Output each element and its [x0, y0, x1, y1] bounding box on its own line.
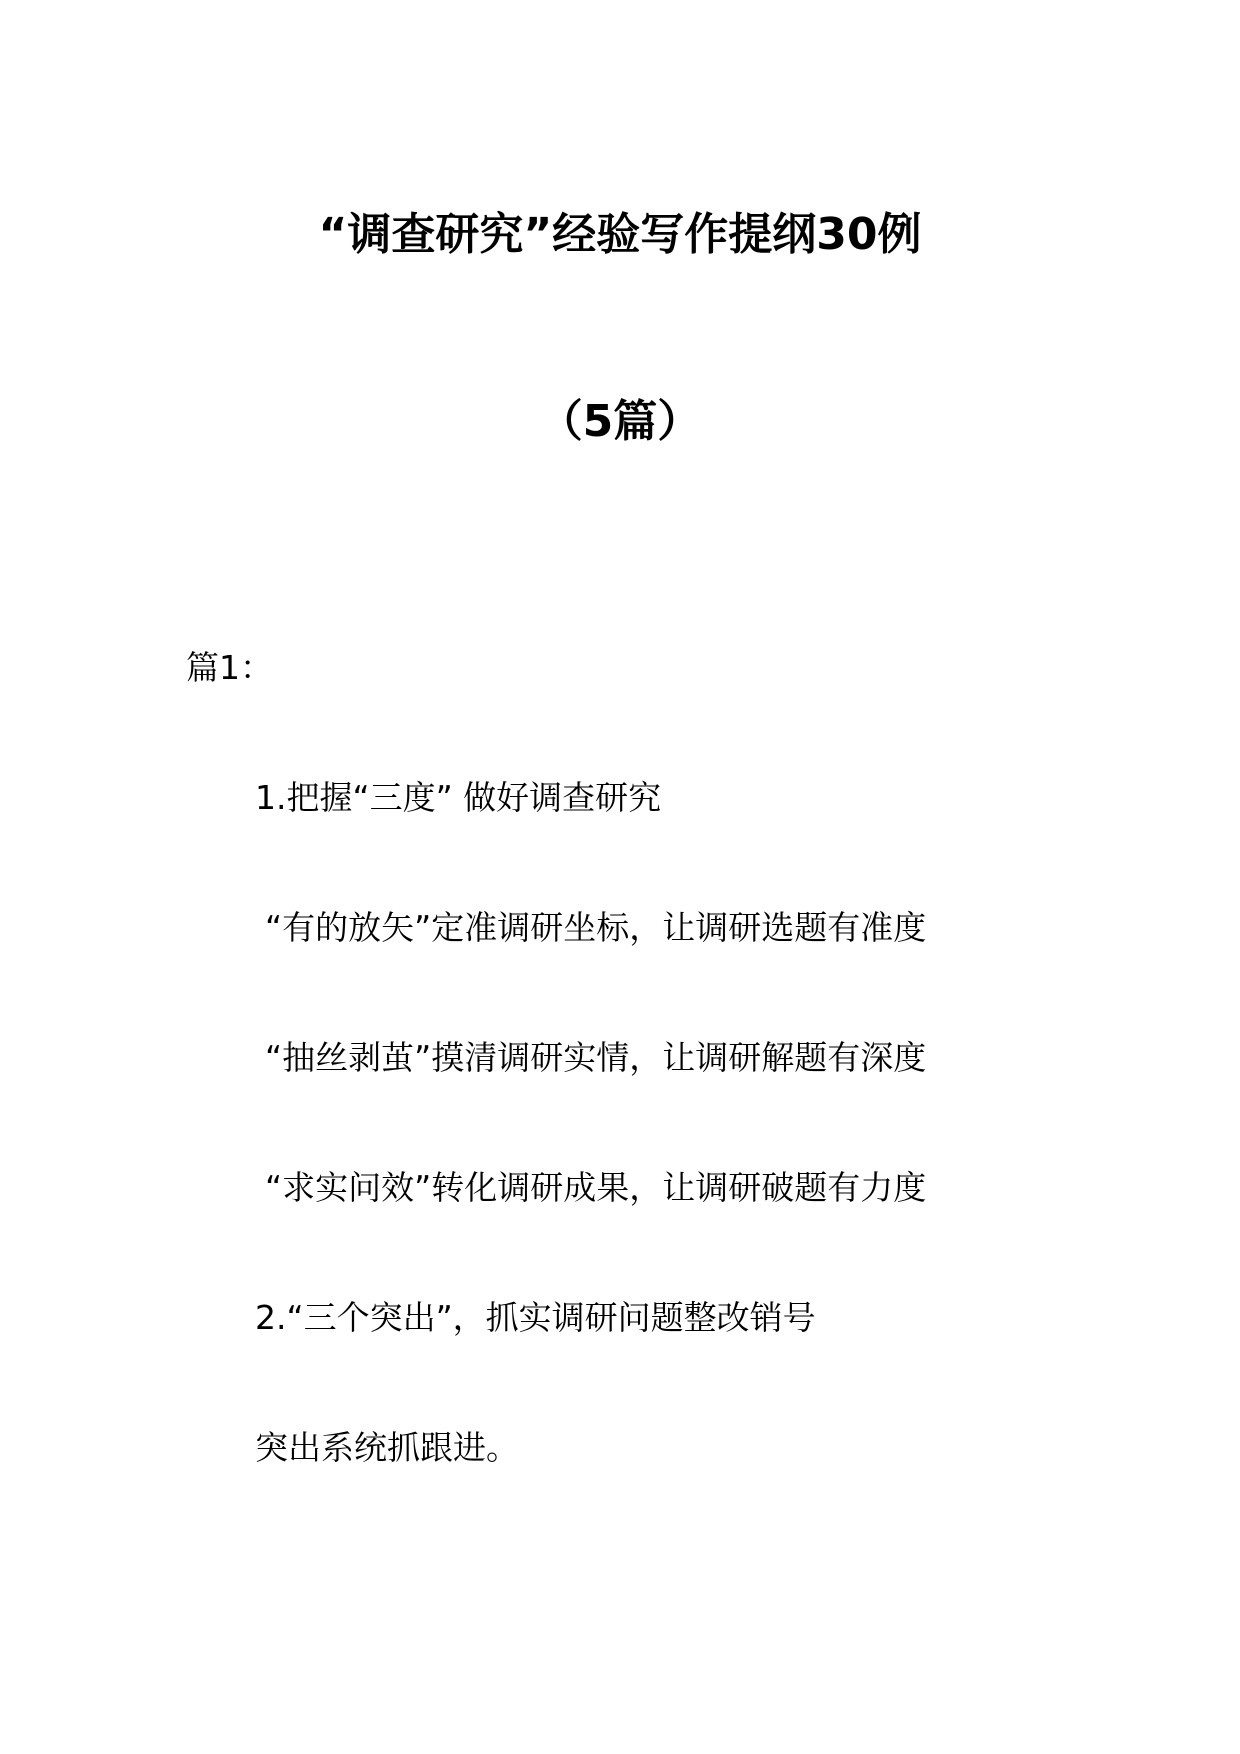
item-point: “抽丝剥茧”摸清调研实情，让调研解题有深度 [265, 1038, 927, 1077]
item-point: 突出系统抓跟进。 [255, 1428, 519, 1467]
item-point: “有的放矢”定准调研坐标，让调研选题有准度 [265, 908, 927, 947]
item-point: “求实问效”转化调研成果，让调研破题有力度 [265, 1168, 927, 1207]
section-label: 篇1： [186, 648, 273, 687]
item-heading: 2.“三个突出”，抓实调研问题整改销号 [255, 1298, 816, 1337]
item-heading: 1.把握“三度” 做好调查研究 [255, 778, 662, 817]
document-title: “调查研究”经验写作提纲30例 [318, 209, 922, 260]
document-subtitle: （5篇） [538, 396, 702, 447]
